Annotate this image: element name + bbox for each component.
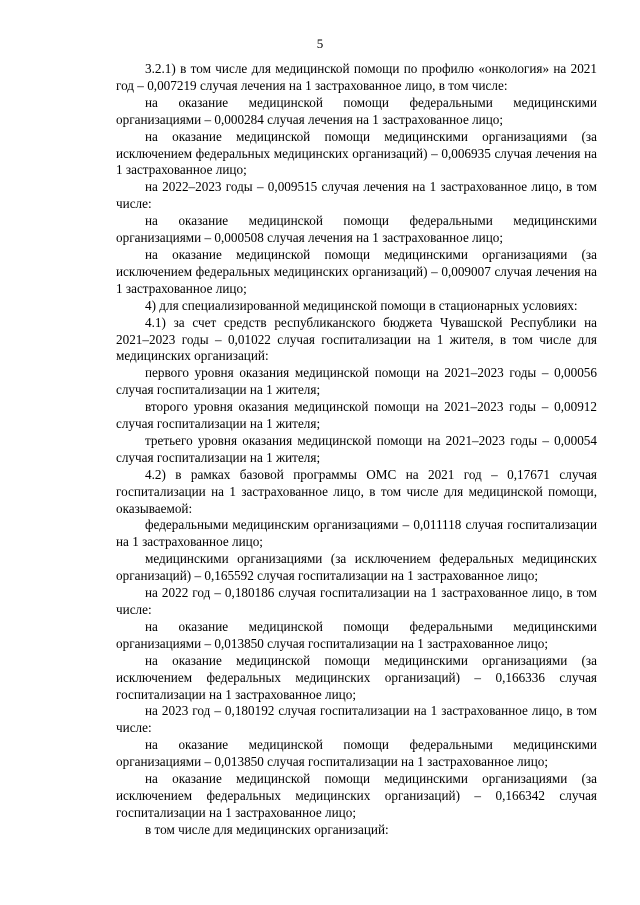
paragraph: на оказание медицинской помощи федеральными медицинскими организациями – 0,000284 случая лечения на 1 застрахованное лицо; [116,94,597,127]
paragraph: на оказание медицинской помощи медицинскими организациями (за исключением федеральных медицинских организаций) – 0,006935 случая лечения на 1 застрахованное лицо; [116,128,597,178]
paragraph: третьего уровня оказания медицинской помощи на 2021–2023 годы – 0,00054 случая госпитализации на 1 жителя; [116,432,597,465]
paragraph: на оказание медицинской помощи медицинскими организациями (за исключением федеральных медицинских организаций) – 0,166336 случая госпитализации на 1 застрахованное лицо; [116,652,597,702]
paragraph: медицинскими организациями (за исключением федеральных медицинских организаций) – 0,165592 случая госпитализации на 1 застрахованное лицо; [116,551,597,584]
paragraph: на оказание медицинской помощи медицинскими организациями (за исключением федеральных медицинских организаций) – 0,009007 случая лечения на 1 застрахованное лицо; [116,246,597,296]
document-body [116,61,597,839]
paragraph: на 2023 год – 0,180192 случая госпитализации на 1 застрахованное лицо, в том числе: [116,703,597,736]
paragraph: на оказание медицинской помощи федеральными медицинскими организациями – 0,013850 случая госпитализации на 1 застрахованное лицо; [116,618,597,651]
paragraph: федеральными медицинским организациями – 0,011118 случая госпитализации на 1 застрахованное лицо; [116,517,597,550]
paragraph: 4.2) в рамках базовой программы ОМС на 2021 год – 0,17671 случая госпитализации на 1 застрахованное лицо, в том числе для медицинской помощи, оказываемой: [116,466,597,516]
paragraph: на оказание медицинской помощи медицинскими организациями (за исключением федеральных медицинских организаций) – 0,166342 случая госпитализации на 1 застрахованное лицо; [116,771,597,820]
paragraph: в том числе для медицинских организаций: [145,821,389,837]
paragraph: 4.1) за счет средств республиканского бюджета Чувашской Республики на 2021–2023 годы – 0,01022 случая госпитализации на 1 жителя, в том числе для медицинских организаций: [116,314,597,364]
paragraph: на оказание медицинской помощи федеральными медицинскими организациями – 0,013850 случая госпитализации на 1 застрахованное лицо; [116,737,597,770]
paragraph: на оказание медицинской помощи федеральными медицинскими организациями – 0,000508 случая лечения на 1 застрахованное лицо; [116,213,597,246]
paragraph: 4) для специализированной медицинской помощи в стационарных условиях: [145,297,578,313]
paragraph: первого уровня оказания медицинской помощи на 2021–2023 годы – 0,00056 случая госпитализации на 1 жителя; [116,365,597,398]
paragraph: на 2022–2023 годы – 0,009515 случая лечения на 1 застрахованное лицо, в том числе: [116,179,597,212]
paragraph: второго уровня оказания медицинской помощи на 2021–2023 годы – 0,00912 случая госпитализации на 1 жителя; [116,399,597,432]
page-number: 5 [316,36,324,51]
paragraph: 3.2.1) в том числе для медицинской помощи по профилю «онкология» на 2021 год – 0,007219 случая лечения на 1 застрахованное лицо, в том числе: [116,61,597,93]
paragraph: на 2022 год – 0,180186 случая госпитализации на 1 застрахованное лицо, в том числе: [116,585,597,617]
